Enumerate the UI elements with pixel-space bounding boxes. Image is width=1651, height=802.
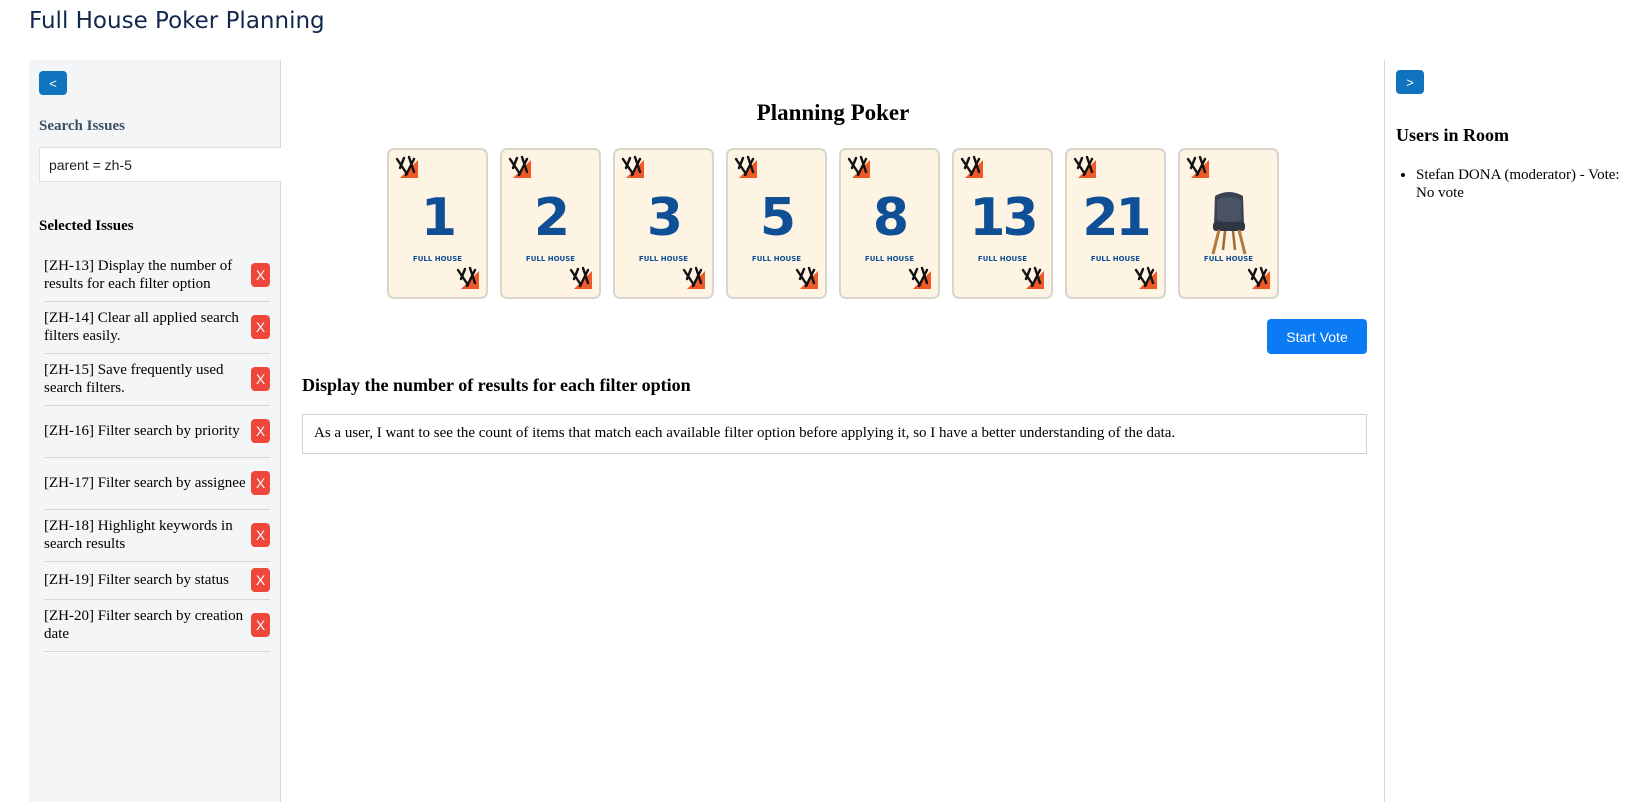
user-list-item: • Stefan DONA (moderator) - Vote: No vote xyxy=(1416,166,1631,202)
start-vote-button[interactable]: Start Vote xyxy=(1267,319,1367,354)
issue-label: [ZH-13] Display the number of results for each filter option xyxy=(44,258,233,292)
full-house-logo-icon xyxy=(507,154,533,180)
selected-issues-list xyxy=(44,250,270,652)
issue-list-item[interactable] xyxy=(44,562,270,600)
card-deck xyxy=(387,148,1279,299)
card-brand-label: FULL HOUSE xyxy=(1090,255,1141,263)
full-house-logo-icon xyxy=(733,154,759,180)
remove-issue-button[interactable]: X xyxy=(251,471,270,495)
full-house-logo-icon xyxy=(681,265,707,291)
remove-issue-button[interactable]: X xyxy=(251,523,270,547)
full-house-logo-icon xyxy=(907,265,933,291)
current-issue-title: Display the number of results for each filter option xyxy=(302,375,691,395)
full-house-logo-icon xyxy=(846,154,872,180)
issue-list-item[interactable] xyxy=(44,406,270,458)
remove-issue-button[interactable]: X xyxy=(251,315,270,339)
card-brand-label: FULL HOUSE xyxy=(864,255,915,263)
card-brand-label: FULL HOUSE xyxy=(751,255,802,263)
poker-card[interactable] xyxy=(1065,148,1166,299)
issue-label: [ZH-18] Highlight keywords in search results xyxy=(44,518,233,552)
full-house-logo-icon xyxy=(620,154,646,180)
card-brand-label: FULL HOUSE xyxy=(1203,255,1254,263)
full-house-logo-icon xyxy=(1072,154,1098,180)
full-house-logo-icon xyxy=(1246,265,1272,291)
current-issue-description: As a user, I want to see the count of items that match each available filter option before applying it, so I have a better understanding of the data. xyxy=(302,414,1367,454)
app-title: Full House Poker Planning xyxy=(29,8,325,34)
issue-list-item[interactable] xyxy=(44,600,270,652)
chair-icon xyxy=(1207,190,1251,256)
issues-sidebar xyxy=(29,60,281,802)
full-house-logo-icon xyxy=(794,265,820,291)
issue-list-item[interactable] xyxy=(44,250,270,302)
issue-label: [ZH-19] Filter search by status xyxy=(44,572,229,588)
users-sidebar xyxy=(1384,60,1651,802)
users-list xyxy=(1416,166,1631,202)
collapse-sidebar-button[interactable]: < xyxy=(39,71,67,95)
poker-card[interactable] xyxy=(387,148,488,299)
search-issues-input[interactable] xyxy=(39,147,282,182)
poker-card[interactable] xyxy=(839,148,940,299)
issue-label: [ZH-20] Filter search by creation date xyxy=(44,608,244,642)
selected-issues-heading: Selected Issues xyxy=(39,218,134,234)
issue-list-item[interactable] xyxy=(44,354,270,406)
card-brand-label: FULL HOUSE xyxy=(977,255,1028,263)
card-brand-label: FULL HOUSE xyxy=(525,255,576,263)
full-house-logo-icon xyxy=(959,154,985,180)
card-value: 13 xyxy=(969,188,1036,248)
remove-issue-button[interactable]: X xyxy=(251,367,270,391)
issue-list-item[interactable] xyxy=(44,302,270,354)
users-in-room-heading: Users in Room xyxy=(1396,125,1509,145)
poker-card[interactable] xyxy=(952,148,1053,299)
full-house-logo-icon xyxy=(394,154,420,180)
card-brand-label: FULL HOUSE xyxy=(412,255,463,263)
issue-list-item[interactable] xyxy=(44,458,270,510)
card-value: 5 xyxy=(759,188,794,248)
poker-card[interactable] xyxy=(1178,148,1279,299)
poker-card[interactable] xyxy=(613,148,714,299)
planning-poker-main xyxy=(282,60,1384,802)
issue-label: [ZH-15] Save frequently used search filters. xyxy=(44,362,224,396)
card-value: 1 xyxy=(420,188,455,248)
card-value: 8 xyxy=(872,188,907,248)
full-house-logo-icon xyxy=(568,265,594,291)
remove-issue-button[interactable]: X xyxy=(251,263,270,287)
full-house-logo-icon xyxy=(1133,265,1159,291)
full-house-logo-icon xyxy=(455,265,481,291)
remove-issue-button[interactable]: X xyxy=(251,419,270,443)
card-brand-label: FULL HOUSE xyxy=(638,255,689,263)
page-title: Planning Poker xyxy=(756,100,910,125)
search-issues-label: Search Issues xyxy=(39,118,125,134)
card-value: 2 xyxy=(533,188,568,248)
card-value: 3 xyxy=(646,188,681,248)
card-value: 21 xyxy=(1082,188,1149,248)
remove-issue-button[interactable]: X xyxy=(251,568,270,592)
remove-issue-button[interactable]: X xyxy=(251,613,270,637)
issue-label: [ZH-14] Clear all applied search filters easily. xyxy=(44,310,239,344)
full-house-logo-icon xyxy=(1185,154,1211,180)
issue-label: [ZH-16] Filter search by priority xyxy=(44,423,240,439)
full-house-logo-icon xyxy=(1020,265,1046,291)
poker-card[interactable] xyxy=(726,148,827,299)
issue-label: [ZH-17] Filter search by assignee xyxy=(44,475,246,491)
expand-users-button[interactable]: > xyxy=(1396,70,1424,94)
issue-list-item[interactable] xyxy=(44,510,270,562)
poker-card[interactable] xyxy=(500,148,601,299)
